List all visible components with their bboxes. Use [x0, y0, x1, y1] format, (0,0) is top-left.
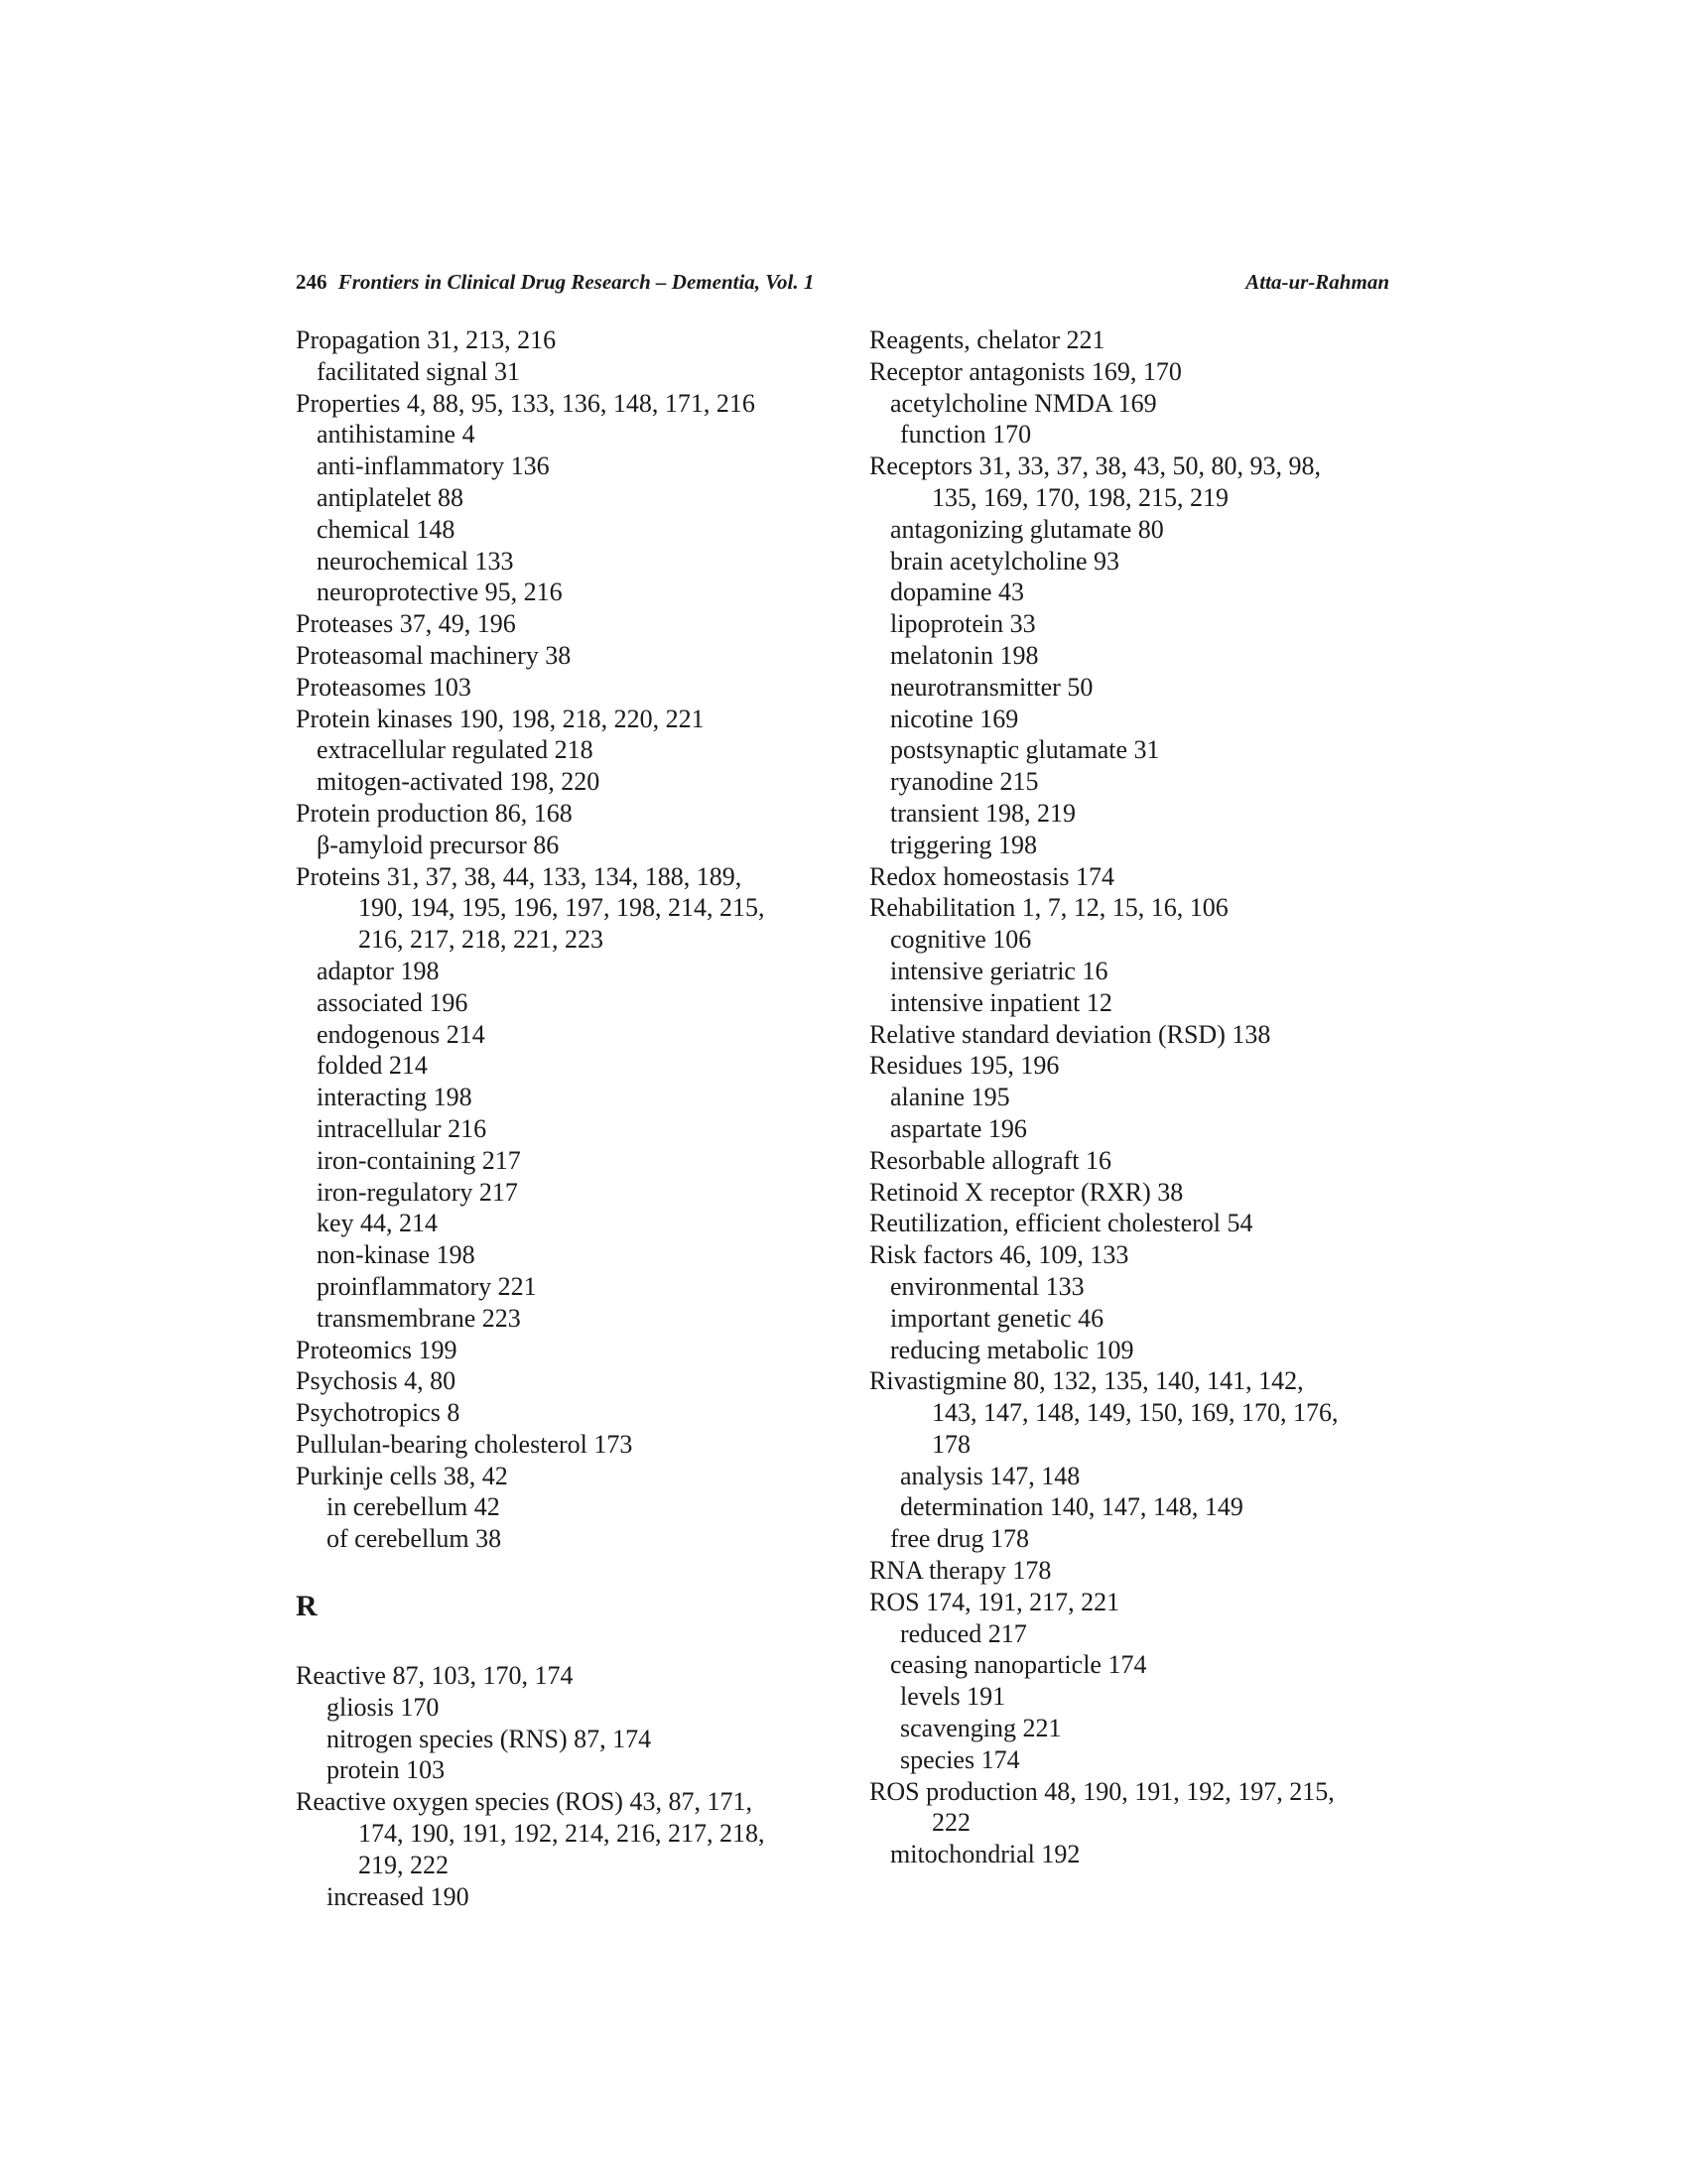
index-subentry: intensive geriatric 16	[890, 956, 1108, 985]
index-subentry: key 44, 214	[317, 1209, 439, 1238]
index-entry: Receptors 31, 33, 37, 38, 43, 50, 80, 93, 98,	[869, 451, 1321, 481]
index-subentry: extracellular regulated 218	[317, 735, 593, 765]
index-subentry: nicotine 169	[890, 704, 1019, 733]
index-entry: Reactive oxygen species (ROS) 43, 87, 171,	[296, 1787, 752, 1817]
index-subentry: non-kinase 198	[317, 1240, 475, 1270]
index-subentry: transient 198, 219	[890, 798, 1077, 828]
index-subentry: intracellular 216	[317, 1113, 487, 1143]
author-name: Atta-ur-Rahman	[1245, 270, 1389, 294]
index-subentry: protein 103	[326, 1755, 446, 1785]
index-entry: Proteomics 199	[296, 1335, 457, 1364]
index-entry: Relative standard deviation (RSD) 138	[869, 1019, 1271, 1049]
index-entry: Resorbable allograft 16	[869, 1145, 1112, 1175]
index-subentry: dopamine 43	[890, 578, 1025, 607]
index-subentry: increased 190	[326, 1881, 469, 1911]
index-entry: Proteins 31, 37, 38, 44, 133, 134, 188, 189,	[296, 861, 742, 891]
index-subentry: reduced 217	[900, 1618, 1027, 1648]
index-subentry: endogenous 214	[317, 1019, 485, 1049]
index-entry: Properties 4, 88, 95, 133, 136, 148, 171, 216	[296, 388, 755, 418]
index-subentry: associated 196	[317, 987, 468, 1017]
index-subentry: lipoprotein 33	[890, 609, 1036, 639]
index-subentry: mitochondrial 192	[890, 1840, 1081, 1869]
index-entry: Pullulan-bearing cholesterol 173	[296, 1429, 633, 1459]
index-subentry: iron-regulatory 217	[317, 1177, 518, 1207]
index-subentry: neuroprotective 95, 216	[317, 578, 563, 607]
index-subentry: nitrogen species (RNS) 87, 174	[326, 1724, 652, 1753]
index-subentry: aspartate 196	[890, 1113, 1027, 1143]
index-continuation: 174, 190, 191, 192, 214, 216, 217, 218,	[358, 1819, 765, 1849]
index-subentry: important genetic 46	[890, 1303, 1104, 1333]
index-subentry: acetylcholine NMDA 169	[890, 388, 1157, 418]
index-subentry: interacting 198	[317, 1083, 472, 1112]
header-left	[296, 270, 814, 295]
index-continuation: 222	[932, 1808, 971, 1838]
index-subentry: neurochemical 133	[317, 546, 514, 576]
publication-title: Frontiers in Clinical Drug Research – Dementia, Vol. 1	[337, 270, 815, 294]
running-header	[296, 270, 1389, 300]
index-subentry: melatonin 198	[890, 640, 1039, 670]
index-subentry: facilitated signal 31	[317, 356, 521, 386]
index-subentry: proinflammatory 221	[317, 1271, 537, 1301]
index-subentry: iron-containing 217	[317, 1145, 521, 1175]
index-entry: Proteasomal machinery 38	[296, 640, 572, 670]
index-entry: Proteasomes 103	[296, 672, 471, 702]
index-subentry: scavenging 221	[900, 1714, 1062, 1743]
index-entry: Residues 195, 196	[869, 1051, 1060, 1081]
index-entry: Propagation 31, 213, 216	[296, 325, 557, 354]
index-entry: Reactive 87, 103, 170, 174	[296, 1661, 574, 1691]
index-subentry: gliosis 170	[326, 1692, 440, 1722]
index-subentry: cognitive 106	[890, 925, 1032, 955]
index-continuation: 178	[932, 1429, 971, 1459]
index-column-right	[869, 324, 1405, 1870]
index-entry: Protein kinases 190, 198, 218, 220, 221	[296, 704, 705, 733]
index-subentry: intensive inpatient 12	[890, 987, 1112, 1017]
index-subentry: brain acetylcholine 93	[890, 546, 1120, 576]
index-subentry: chemical 148	[317, 514, 455, 544]
index-subentry: mitogen-activated 198, 220	[317, 767, 600, 797]
index-subentry: anti-inflammatory 136	[317, 451, 550, 481]
index-entry: Reagents, chelator 221	[869, 325, 1105, 354]
index-entry: ROS production 48, 190, 191, 192, 197, 215,	[869, 1776, 1335, 1806]
section-letter-heading: R	[296, 1590, 318, 1623]
page-number: 246	[296, 270, 327, 294]
index-subentry: antiplatelet 88	[317, 482, 464, 512]
index-subentry: in cerebellum 42	[326, 1492, 500, 1522]
index-entry: Redox homeostasis 174	[869, 861, 1114, 891]
index-subentry: triggering 198	[890, 830, 1038, 859]
index-column-left	[296, 324, 832, 1912]
index-subentry: free drug 178	[890, 1524, 1030, 1554]
index-subentry: determination 140, 147, 148, 149	[900, 1492, 1243, 1522]
index-entry: Reutilization, efficient cholesterol 54	[869, 1209, 1253, 1238]
index-subentry: folded 214	[317, 1051, 428, 1081]
index-subentry: β-amyloid precursor 86	[317, 830, 560, 859]
index-entry: Psychotropics 8	[296, 1398, 460, 1428]
index-subentry: postsynaptic glutamate 31	[890, 735, 1160, 765]
index-entry: RNA therapy 178	[869, 1556, 1052, 1586]
index-entry: Psychosis 4, 80	[296, 1366, 456, 1396]
index-continuation: 143, 147, 148, 149, 150, 169, 170, 176,	[932, 1398, 1339, 1428]
index-subentry: analysis 147, 148	[900, 1461, 1081, 1490]
index-subentry: ryanodine 215	[890, 767, 1039, 797]
index-subentry: antihistamine 4	[317, 420, 475, 450]
index-subentry: neurotransmitter 50	[890, 672, 1094, 702]
index-continuation: 135, 169, 170, 198, 215, 219	[932, 482, 1229, 512]
index-entry: Rehabilitation 1, 7, 12, 15, 16, 106	[869, 893, 1229, 923]
index-subentry: antagonizing glutamate 80	[890, 514, 1164, 544]
index-entry: Receptor antagonists 169, 170	[869, 356, 1182, 386]
index-entry: Proteases 37, 49, 196	[296, 609, 516, 639]
index-subentry: environmental 133	[890, 1271, 1085, 1301]
index-entry: ROS 174, 191, 217, 221	[869, 1587, 1120, 1616]
index-subsubentry: function 170	[900, 420, 1032, 450]
index-continuation: 219, 222	[358, 1850, 449, 1879]
index-subentry: reducing metabolic 109	[890, 1335, 1134, 1364]
index-subentry: species 174	[900, 1744, 1020, 1774]
index-entry: Purkinje cells 38, 42	[296, 1461, 508, 1490]
index-continuation: 190, 194, 195, 196, 197, 198, 214, 215,	[358, 893, 765, 923]
index-subentry: adaptor 198	[317, 956, 440, 985]
index-subentry: alanine 195	[890, 1083, 1010, 1112]
index-subentry: ceasing nanoparticle 174	[890, 1650, 1147, 1680]
index-entry: Protein production 86, 168	[296, 798, 573, 828]
index-entry: Rivastigmine 80, 132, 135, 140, 141, 142,	[869, 1366, 1304, 1396]
index-continuation: 216, 217, 218, 221, 223	[358, 925, 603, 955]
index-subentry: levels 191	[900, 1682, 1006, 1712]
index-subentry: of cerebellum 38	[326, 1524, 502, 1554]
index-entry: Retinoid X receptor (RXR) 38	[869, 1177, 1184, 1207]
index-subentry: transmembrane 223	[317, 1303, 521, 1333]
index-entry: Risk factors 46, 109, 133	[869, 1240, 1129, 1270]
